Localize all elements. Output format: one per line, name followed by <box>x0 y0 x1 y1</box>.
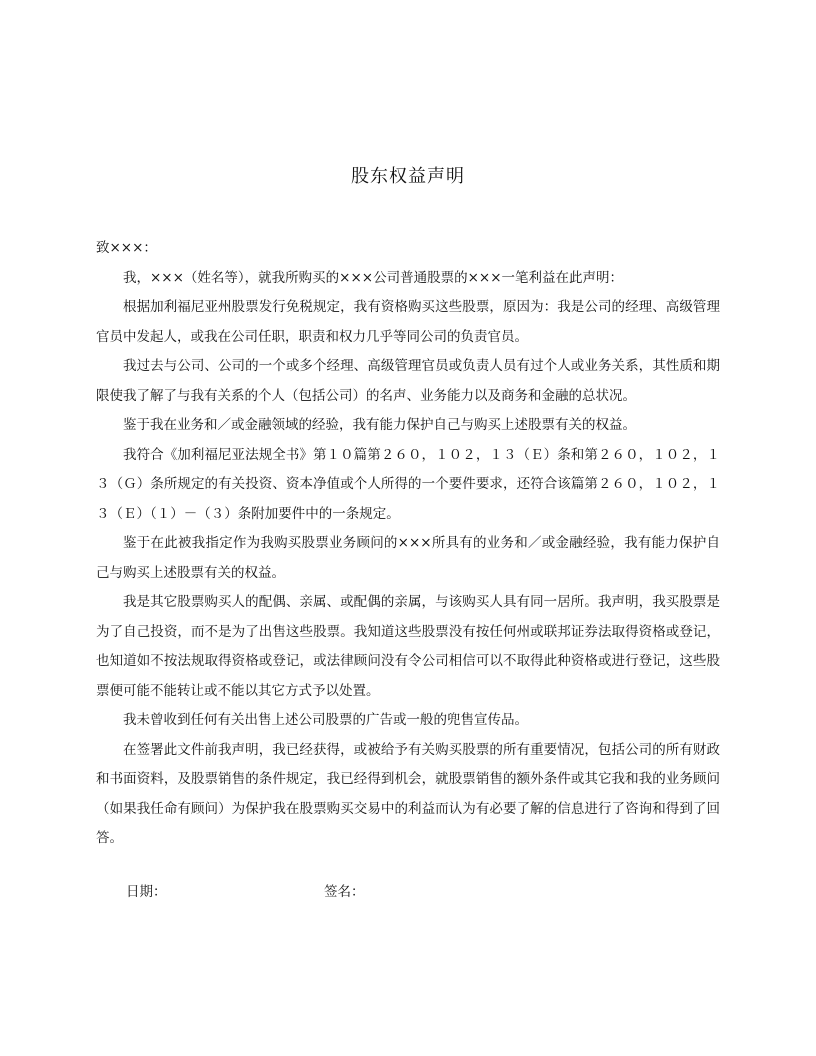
paragraph: 我符合《加利福尼亚法规全书》第１０篇第２６０，１０２，１３（Ｅ）条和第２６０，１０２，１３（Ｇ）条所规定的有关投资、资本净值或个人所得的一个要件要求，还符合该篇第２６０，１０２，１３（Ｅ）（１）－（３）条附加要件中的一条规定。 <box>96 446 720 522</box>
date-label: 日期： <box>126 884 167 900</box>
document-body <box>96 234 720 854</box>
paragraph: 鉴于在此被我指定作为我购买股票业务顾问的×××所具有的业务和／或金融经验，我有能力保护自己与购买上述股票有关的权益。 <box>96 535 720 581</box>
paragraph: 我过去与公司、公司的一个或多个经理、高级管理官员或负责人员有过个人或业务关系，其性质和期限使我了解了与我有关系的个人（包括公司）的名声、业务能力以及商务和金融的总状况。 <box>96 358 720 404</box>
paragraph: 在签署此文件前我声明，我已经获得，或被给予有关购买股票的所有重要情况，包括公司的所有财政和书面资料，及股票销售的条件规定，我已经得到机会，就股票销售的额外条件或其它我和我的业务顾问（如果我任命有顾问）为保护我在股票购买交易中的利益而认为有必要了解的信息进行了咨询和得到了回答。 <box>96 741 720 846</box>
signature-label: 签名： <box>324 884 365 900</box>
paragraph: 鉴于我在业务和／或金融领域的经验，我有能力保护自己与购买上述股票有关的权益。 <box>123 417 636 433</box>
paragraph: 我是其它股票购买人的配偶、亲属、或配偶的亲属，与该购买人具有同一居所。我声明，我买股票是为了自己投资，而不是为了出售这些股票。我知道这些股票没有按任何州或联邦证券法取得资格或登记，也知道如不按法规取得资格或登记，或法律顾问没有令公司相信可以不取得此种资格或进行登记，这些股票便可能不能转让或不能以其它方式予以处置。 <box>96 594 720 699</box>
paragraph: 根据加利福尼亚州股票发行免税规定，我有资格购买这些股票，原因为：我是公司的经理、高级管理官员中发起人，或我在公司任职，职责和权力几乎等同公司的负责官员。 <box>96 299 720 345</box>
salutation: 致×××： <box>96 240 157 256</box>
paragraph: 我，×××（姓名等），就我所购买的×××公司普通股票的×××一笔利益在此声明： <box>123 269 624 286</box>
document-title: 股东权益声明 <box>351 166 465 187</box>
paragraph: 我未曾收到任何有关出售上述公司股票的广告或一般的兜售宣传品。 <box>123 712 528 728</box>
